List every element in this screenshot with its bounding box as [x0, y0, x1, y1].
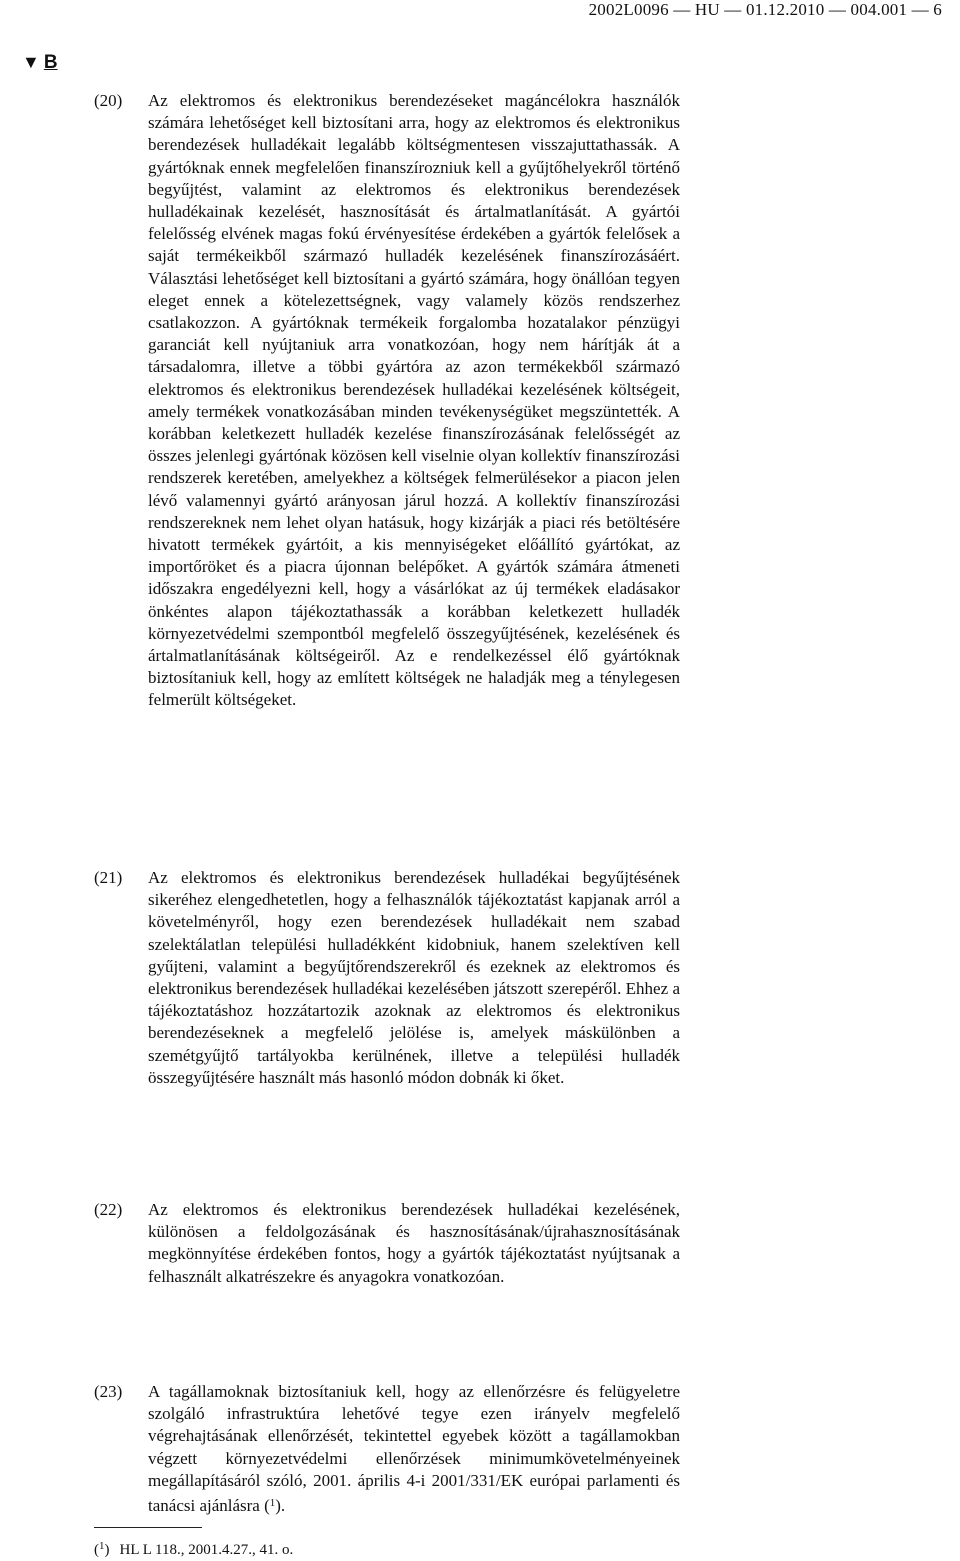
footnote-divider	[94, 1527, 202, 1528]
recital-number: (20)	[94, 91, 123, 110]
recital-text: Az elektromos és elektronikus berendezéseket magáncélokra használók számára lehetőséget kell biztosítani arra, hogy az elektromos és elektronikus berendezések hulladékait legalább költségmentesen visszajuttathassák. A gyártóknak ennek megfelelően finanszírozniuk kell a gyűjtőhelyekről történő begyűjtést, valamint az elektromos és elektronikus berendezések hulladékainak kezelését, hasznosítását és ártalmatlanítását. A gyártói felelősség elvének magas fokú érvényesítése érdekében a gyártók felelősek a saját termékeikből származó hulladék kezelésének finanszírozásáért. Választási lehetőséget kell biztosítani a gyártó számára, hogy önállóan tegyen eleget ennek a kötelezettségnek, vagy valamely közös rendszerhez csatlakozzon. A gyártóknak termékeik forgalomba hozatalakor pénzügyi garanciát kell nyújtaniuk arra vonatkozóan, hogy nem hárítják át a társadalomra, illetve a többi gyártóra az azon termékekből származó elektromos és elektronikus berendezések hulladékai kezelésének költségeit, amely termékek vonatkozásában minden tevékenységüket megszüntették. A korábban keletkezett hulladék kezelése finanszírozásának felelősségét az összes jelenlegi gyártónak közösen kell viselnie olyan kollektív finanszírozási rendszerek keretében, amelyekhez a költségek felmerülésekor a piacon jelen lévő valamennyi gyártó arányosan járul hozzá. A kollektív finanszírozási rendszereknek nem lehet olyan hatásuk, hogy kizárják a piaci rés betöltésére hivatott termékek gyártóit, a kis mennyiségeket előállító gyártókat, az importőröket és a piacra újonnan belépőket. A gyártók számára átmeneti időszakra engedélyezni kell, hogy a vásárlókat az új termékek eladásakor önkéntes alapon tájékoztathassák a korábban keletkezett hulladék környezetvédelmi szempontból megfelelő összegyűjtésének, kezelésének és ártalmatlanításának költségeiről. Az e rendelkezéssel élő gyártóknak biztosítaniuk kell, hogy az említett költségek ne haladják meg a ténylegesen felmerült költségeket.	[148, 91, 680, 710]
recital-text	[148, 1381, 680, 1517]
recital-20	[94, 90, 680, 712]
recital-text: Az elektromos és elektronikus berendezések hulladékai kezelésének, különösen a feldolgozásának és hasznosításának/újrahasznosításának megkönnyítése érdekében fontos, hogy a gyártók tájékoztatást nyújtsanak a felhasznált alkatrészekre és anyagokra vonatkozóan.	[148, 1200, 680, 1286]
recital-text: Az elektromos és elektronikus berendezések hulladékai begyűjtésének sikeréhez elengedhetetlen, hogy a felhasználók tájékoztatást kapjanak arról a követelményről, hogy ezen berendezések hulladékait nem szabad szelektálatlan települési hulladékként kidobniuk, hanem szelektíven kell gyűjteni, valamint a begyűjtőrendszerekről és ezeknek az elektromos és elektronikus berendezések hulladékai kezelésében játszott szerepéről. Ehhez a tájékoztatáshoz hozzátartozik azoknak az elektromos és elektronikus berendezéseknek a megfelelő jelölése is, amelyek máskülönben a szemétgyűjtő tartályokba kerülnének, illetve a települési hulladék összegyűjtésére használt más hasonló módon dobnák ki őket.	[148, 868, 680, 1087]
footnote-text: HL L 118., 2001.4.27., 41. o.	[119, 1542, 294, 1558]
amendment-marker	[22, 52, 58, 74]
footnote	[94, 1537, 293, 1559]
footnote-marker: ($^1$)	[94, 1540, 110, 1558]
footnote-number: 1	[99, 1540, 105, 1552]
running-header: 2002L0096 — HU — 01.12.2010 — 004.001 — 6	[588, 0, 942, 19]
triangle-down-icon: ▼	[22, 52, 40, 72]
recital-number: (21)	[94, 868, 123, 887]
recital-23	[94, 1381, 680, 1517]
recital-22	[94, 1199, 680, 1288]
recital-21	[94, 867, 680, 1089]
recital-text-body: A tagállamoknak biztosítaniuk kell, hogy az ellenőrzésre és felügyeletre szolgáló infrastruktúra lehetővé tegye ezen irányelv megfelelő végrehajtásának ellenőrzését, tekintettel egyebek között a tagállamokban végzett környezetvédelmi ellenőrzések minimumkövetelményeinek megállapításáról szóló, 2001. április 4-i 2001/331/EK európai parlamenti és tanácsi ajánlásra (	[148, 1382, 680, 1516]
recital-number: (22)	[94, 1200, 123, 1219]
recital-number: (23)	[94, 1382, 123, 1401]
recital-text-end: ).	[275, 1496, 286, 1516]
amendment-code-link[interactable]: B	[43, 52, 58, 73]
footnote-reference-link[interactable]: 1	[269, 1497, 276, 1510]
